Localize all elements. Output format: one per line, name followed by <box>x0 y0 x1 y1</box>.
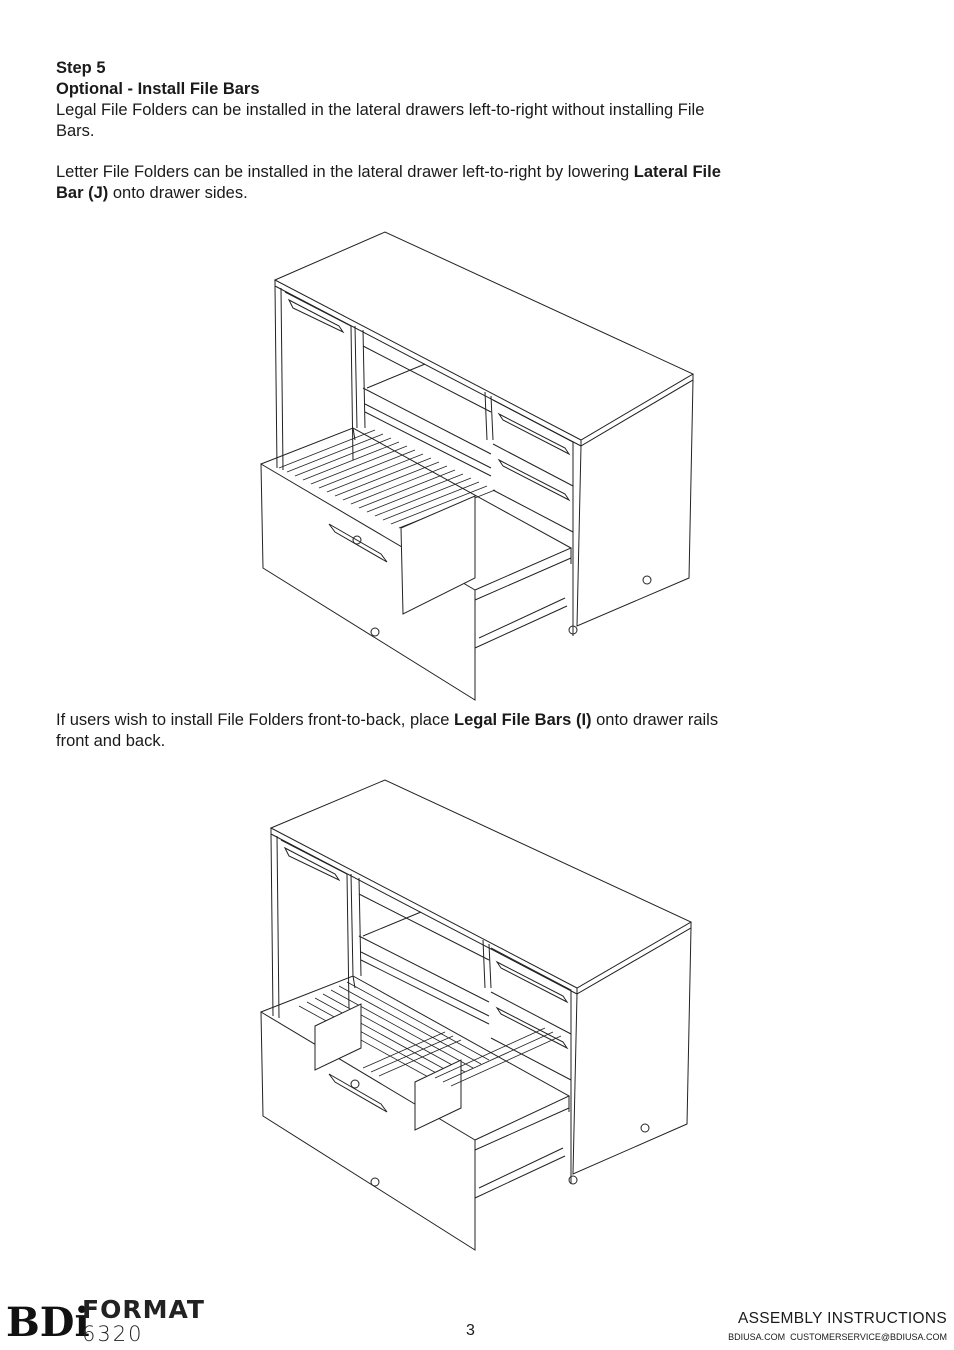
paragraph-letter-folders: Letter File Folders can be installed in the lateral drawer left-to-right by lowering Lateral File Bar (J) onto drawer sides. <box>56 163 721 202</box>
product-name: FORMAT <box>82 1295 205 1324</box>
email-link: CUSTOMERSERVICE@BDIUSA.COM <box>790 1332 947 1342</box>
step-title: Step 5 <box>56 59 106 77</box>
paragraph-front-to-back: If users wish to install File Folders front-to-back, place Legal File Bars (I) onto drawer rails front and back. <box>56 711 719 750</box>
part-legal-file-bars: Legal File Bars (I) <box>453 711 592 729</box>
step-subtitle: Optional - Install File Bars <box>56 80 260 98</box>
website-link: BDIUSA.COM <box>728 1332 786 1342</box>
illustration-lateral-file-bar <box>255 228 700 703</box>
svg-text:BDi: BDi <box>6 1299 90 1346</box>
contact-info <box>728 1332 947 1342</box>
page-number: 3 <box>466 1322 475 1339</box>
part-lateral-file-bar: Lateral File Bar (J) <box>56 163 721 202</box>
bdi-logo-icon <box>6 1298 90 1346</box>
model-number: 6320 <box>82 1322 144 1346</box>
paragraph-legal-folders: Legal File Folders can be installed in the lateral drawers left-to-right without installing File Bars. <box>56 101 705 140</box>
doc-type: ASSEMBLY INSTRUCTIONS <box>738 1310 947 1327</box>
step-header <box>56 58 736 142</box>
illustration-legal-file-bars <box>255 778 700 1253</box>
